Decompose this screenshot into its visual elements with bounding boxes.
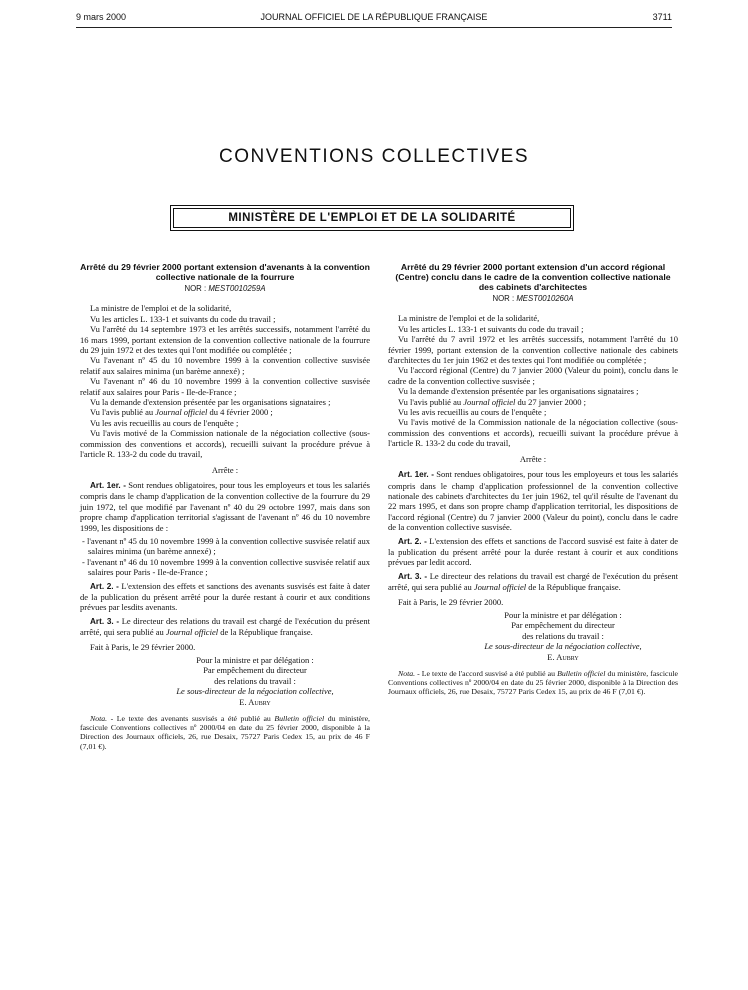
left-decree-title: Arrêté du 29 février 2000 portant extension d'avenants à la convention collective nationale de la fourrure bbox=[80, 262, 370, 282]
header-date: 9 mars 2000 bbox=[76, 12, 127, 22]
left-nota-italic: Bulletin officiel bbox=[274, 714, 325, 724]
header-journal-title: JOURNAL OFFICIEL DE LA RÉPUBLIQUE FRANÇAISE bbox=[260, 12, 488, 22]
right-article-2-label: Art. 2. - bbox=[398, 536, 427, 546]
right-visa: Vu les articles L. 133-1 et suivants du code du travail ; bbox=[398, 323, 584, 334]
right-signature-role: Le sous-directeur de la négociation collective, bbox=[484, 641, 642, 652]
left-nor-label: NOR : bbox=[184, 284, 207, 293]
left-arrete: Arrête : bbox=[211, 464, 239, 475]
right-signature-line: des relations du travail : bbox=[522, 630, 604, 641]
left-article-3-label: Art. 3. - bbox=[90, 616, 120, 626]
left-article-3 bbox=[80, 616, 370, 638]
right-visa: Vu les avis recueillis au cours de l'enquête ; bbox=[398, 407, 547, 418]
left-visa-jo-after: du 4 février 2000 ; bbox=[207, 407, 273, 418]
left-visa-jo bbox=[80, 407, 370, 417]
left-article-1 bbox=[80, 480, 370, 533]
page-header bbox=[76, 12, 672, 26]
left-article-2 bbox=[80, 581, 370, 613]
right-article-2-text: L'extension des effets et sanctions de l'accord susvisé est faite à dater de la publication du présent arrêté pour la durée restant à courir et aux conditions prévues par ledit accord. bbox=[388, 535, 678, 568]
right-articles bbox=[388, 469, 678, 592]
right-visa: Vu l'accord régional (Centre) du 7 janvier 2000 (Valeur du point), conclu dans le cadre de la convention collective susvisée ; bbox=[388, 365, 678, 386]
left-articles bbox=[80, 480, 370, 638]
right-arrete: Arrête : bbox=[519, 453, 547, 464]
left-visa: Vu l'arrêté du 14 septembre 1973 et les arrêtés successifs, notamment l'arrêté du 16 mars 1999, portant extension de la convention collective nationale de la fourrure du 29 juin 1972 et des textes qui l'ont modifiée ou complétée ; bbox=[80, 324, 370, 356]
left-article-1-label: Art. 1er. - bbox=[90, 480, 126, 490]
right-nota-after: du ministère, fascicule Conventions collectives nº 2000/04 en date du 25 février 2000, disponible à la Direction des Journaux officiels, 26, rue Desaix, 75727 Paris Cedex 15, au prix de 46 F (7,01 €). bbox=[388, 669, 678, 697]
left-visa: Vu les articles L. 133-1 et suivants du code du travail ; bbox=[90, 313, 276, 324]
left-signature-role: Le sous-directeur de la négociation collective, bbox=[176, 686, 334, 697]
right-article-3-after: de la République française. bbox=[526, 582, 621, 593]
right-nota-before: - Le texte de l'accord susvisé a été publié au bbox=[415, 669, 558, 678]
right-article-3-label: Art. 3. - bbox=[398, 571, 428, 581]
right-nor-label: NOR : bbox=[492, 294, 515, 303]
left-visa: Vu les avis recueillis au cours de l'enquête ; bbox=[90, 417, 239, 428]
left-article-2-text: L'extension des effets et sanctions des avenants susvisés est faite à dater de la publication du présent arrêté pour la durée restant à courir et aux conditions prévues par lesdits avenants. bbox=[80, 580, 371, 613]
left-visa: Vu la demande d'extension présentée par les organisations signataires ; bbox=[90, 397, 331, 408]
right-nor bbox=[388, 294, 678, 304]
left-signature bbox=[80, 655, 370, 707]
left-signature-line: des relations du travail : bbox=[214, 675, 296, 686]
left-visa: Vu l'avenant nº 45 du 10 novembre 1999 à la convention collective susvisée relatif aux salaires minima (un barème annexé) ; bbox=[80, 355, 370, 376]
left-article-3-after: de la République française. bbox=[218, 627, 313, 638]
right-column bbox=[388, 262, 678, 697]
right-nota-label: Nota. bbox=[398, 669, 416, 678]
left-signature-name: E. Aubry bbox=[239, 696, 271, 707]
left-article-2-label: Art. 2. - bbox=[90, 581, 119, 591]
right-visa-jo bbox=[388, 397, 678, 407]
right-visa: Vu la demande d'extension présentée par les organisations signataires ; bbox=[398, 386, 639, 397]
header-page-number: 3711 bbox=[652, 12, 672, 22]
left-nota-before: - Le texte des avenants susvisés a été publié au bbox=[107, 714, 275, 724]
right-visa: Vu l'avis motivé de la Commission nationale de la négociation collective (sous-commission des conventions et accords), recueilli suivant la procédure prévue à l'article R. 133-2 du code du travail, bbox=[388, 417, 678, 449]
left-signature-line: Par empêchement du directeur bbox=[203, 665, 307, 676]
left-visa: Vu l'avenant nº 46 du 10 novembre 1999 à la convention collective susvisée relatif aux salaires pour Paris - Ile-de-France ; bbox=[80, 376, 370, 397]
right-article-1 bbox=[388, 469, 678, 532]
ministry-label: MINISTÈRE DE L'EMPLOI ET DE LA SOLIDARITÉ bbox=[173, 208, 571, 228]
right-visa-jo-before: Vu l'avis publié au bbox=[398, 396, 464, 407]
left-fait: Fait à Paris, le 29 février 2000. bbox=[90, 641, 196, 652]
left-article-3-italic: Journal officiel bbox=[165, 627, 219, 638]
left-signature-line: Pour la ministre et par délégation : bbox=[196, 655, 314, 665]
right-article-3-italic: Journal officiel bbox=[473, 582, 527, 593]
right-nota bbox=[388, 669, 678, 697]
right-article-1-text: Sont rendues obligatoires, pour tous les employeurs et tous les salariés compris dans le champ d'application professionnel de la convention collective nationale des cabinets d'architectes du 1er juin 1962, tel qu'il résulte de l'avenant du 22 mars 1995, et dans son propre champ d'application territorial, les dispositions de l'accord régional (Centre) du 7 janvier 2000 (Valeur du point), conclu dans le cadre de la convention collective susvisée. bbox=[388, 469, 678, 533]
right-article-3 bbox=[388, 571, 678, 593]
right-article-2 bbox=[388, 536, 678, 568]
right-visa-jo-italic: Journal officiel bbox=[463, 396, 516, 407]
left-nor-code: MEST0010259A bbox=[208, 284, 266, 293]
right-signature bbox=[388, 610, 678, 662]
left-nota-label: Nota. bbox=[90, 714, 108, 724]
left-intro: La ministre de l'emploi et de la solidarité, bbox=[90, 303, 232, 314]
right-signature-line: Par empêchement du directeur bbox=[511, 620, 615, 631]
left-visa: Vu l'avis motivé de la Commission nationale de la négociation collective (sous-commission des conventions et accords), recueilli suivant la procédure prévue à l'article R. 133-2 du code du travail, bbox=[80, 428, 370, 460]
section-title: CONVENTIONS COLLECTIVES bbox=[218, 146, 530, 167]
left-nor bbox=[80, 284, 370, 294]
right-signature-name: E. Aubry bbox=[547, 651, 579, 662]
left-article-1-item: - l'avenant nº 46 du 10 novembre 1999 à la convention collective susvisée relatif aux salaires pour Paris - Ile-de-France ; bbox=[82, 556, 370, 578]
right-nota-italic: Bulletin officiel bbox=[557, 669, 606, 678]
right-visa-jo-after: du 27 janvier 2000 ; bbox=[515, 396, 586, 407]
left-visa-jo-italic: Journal officiel bbox=[155, 407, 208, 418]
right-fait: Fait à Paris, le 29 février 2000. bbox=[398, 596, 504, 607]
left-visa-jo-before: Vu l'avis publié au bbox=[90, 407, 156, 418]
left-nota-after: du ministère, fascicule Conventions collectives nº 2000/04 en date du 25 février 2000, disponible à la Direction des Journaux officiels, 26, rue Desaix, 75727 Paris Cedex 15, au prix de 46 F (7,01 €). bbox=[80, 714, 370, 751]
right-nor-code: MEST0010260A bbox=[516, 294, 574, 303]
ministry-box bbox=[170, 205, 574, 231]
right-visa: Vu l'arrêté du 7 avril 1972 et les arrêtés successifs, notamment l'arrêté du 10 février 1999, portant extension de la convention collective nationale des cabinets d'architectes du 1er juin 1962 et des textes qui l'ont modifiée ou complétée ; bbox=[388, 334, 678, 366]
left-column bbox=[80, 262, 370, 751]
left-article-1-item: - l'avenant nº 45 du 10 novembre 1999 à la convention collective susvisée relatif aux salaires minima (un barème annexé) ; bbox=[82, 535, 370, 557]
right-signature-line: Pour la ministre et par délégation : bbox=[504, 609, 622, 620]
right-decree-title: Arrêté du 29 février 2000 portant extension d'un accord régional (Centre) conclu dans le cadre de la convention collective nationale des cabinets d'architectes bbox=[395, 262, 671, 292]
left-article-1-text: Sont rendues obligatoires, pour tous les employeurs et tous les salariés compris dans le champ d'application de la convention collective de la fourrure du 29 juin 1972, tel que modifié par l'avenant nº 40 du 29 octobre 1997, mais dans son propre champ d'application territorial s'agissant de l'avenant nº 46 du 10 novembre 1999, les dispositions de : bbox=[80, 479, 370, 533]
right-article-3-before: Le directeur des relations du travail est chargé de l'exécution du présent arrêté, qui sera publié au bbox=[388, 570, 679, 593]
right-article-1-label: Art. 1er. - bbox=[398, 470, 434, 480]
left-article-3-before: Le directeur des relations du travail est chargé de l'exécution du présent arrêté, qui sera publié au bbox=[80, 615, 371, 638]
header-rule bbox=[76, 27, 672, 28]
left-nota bbox=[80, 714, 370, 751]
right-intro: La ministre de l'emploi et de la solidarité, bbox=[398, 313, 540, 324]
